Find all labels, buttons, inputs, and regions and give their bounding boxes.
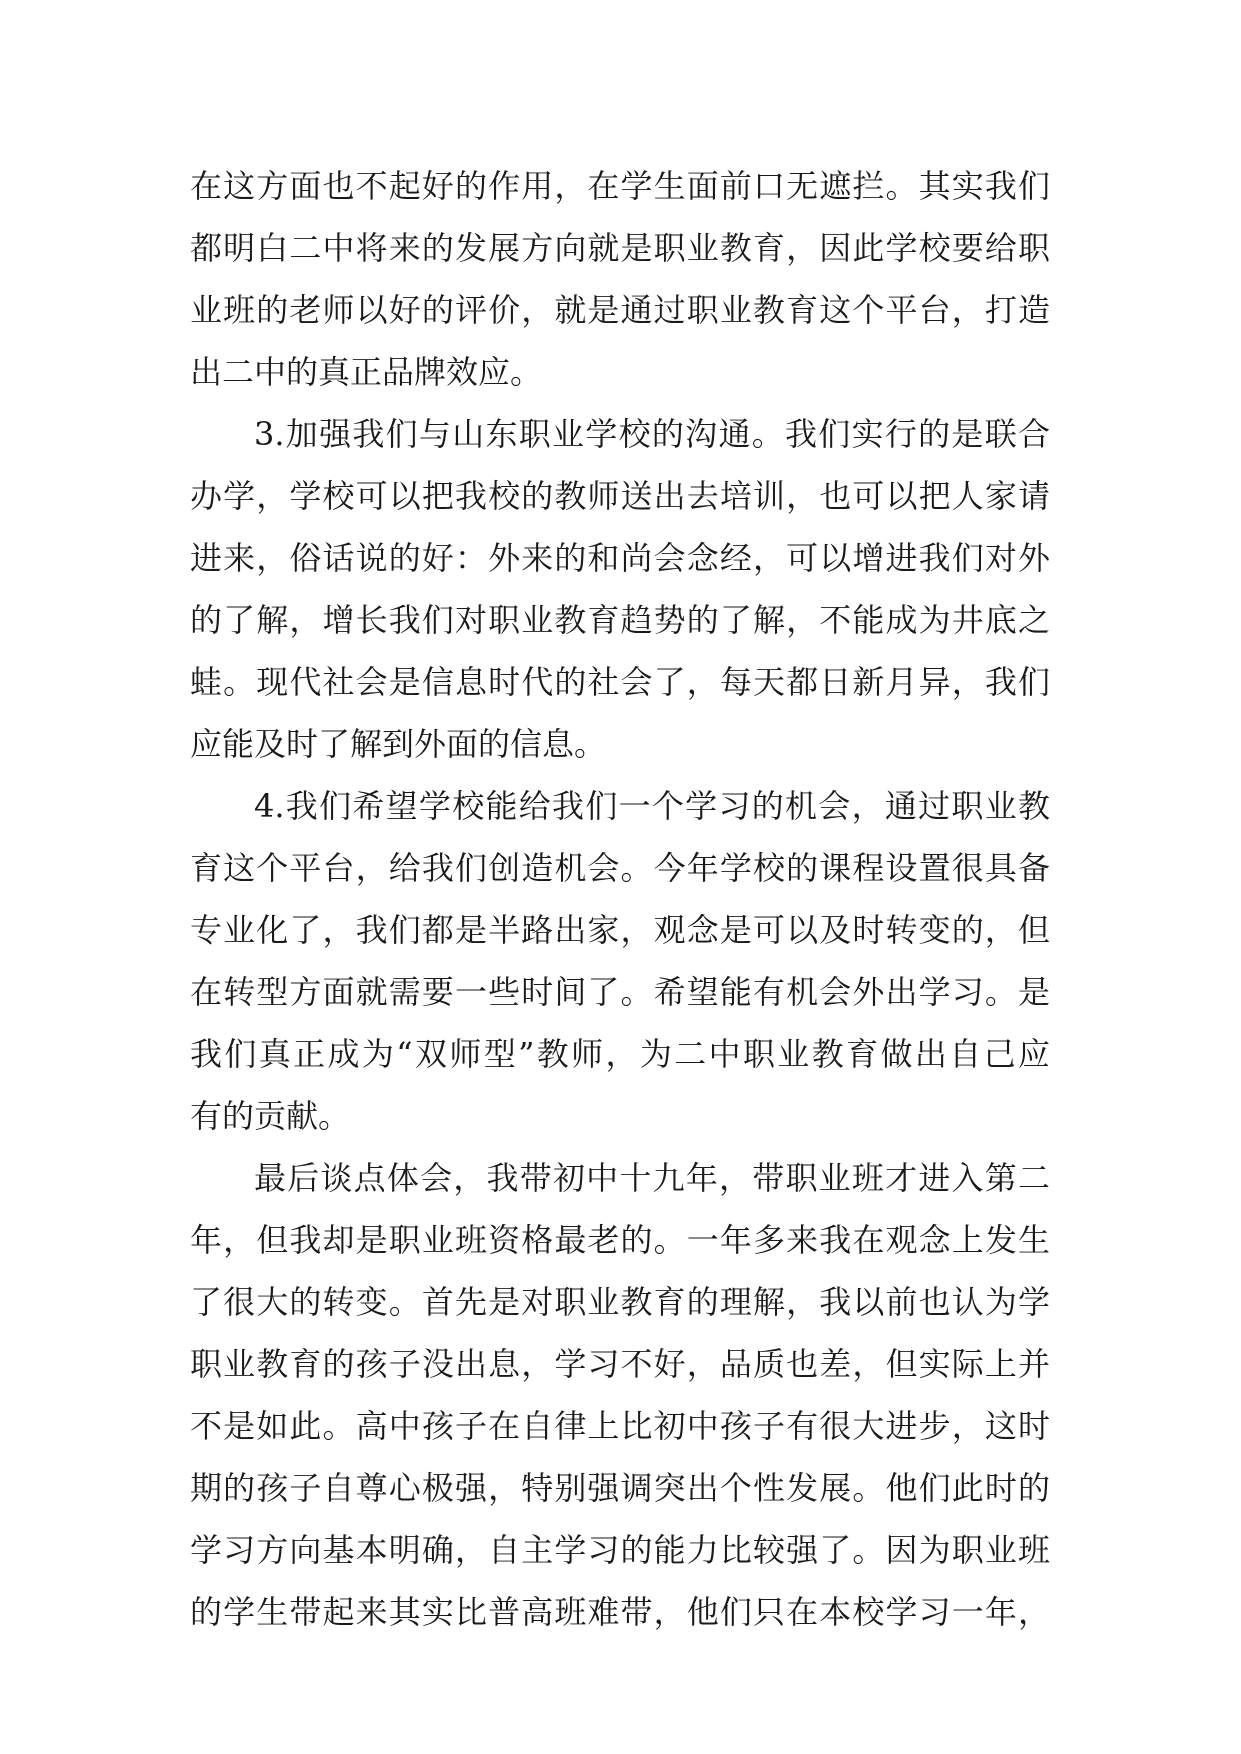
text-line: 业班的老师以好的评价，就是通过职业教育这个平台，打造 <box>190 291 1050 329</box>
text-line: 年，但我却是职业班资格最老的。一年多来我在观念上发生 <box>190 1221 1050 1259</box>
text-line: 出二中的真正品牌效应。 <box>190 353 543 391</box>
text-line: 进来，俗话说的好：外来的和尚会念经，可以增进我们对外 <box>190 539 1050 577</box>
paragraph <box>190 1147 1050 1643</box>
text-line: 了很大的转变。首先是对职业教育的理解，我以前也认为学 <box>190 1283 1050 1321</box>
text-line: 最后谈点体会，我带初中十九年，带职业班才进入第二 <box>254 1159 1050 1197</box>
text-line: 应能及时了解到外面的信息。 <box>190 725 607 763</box>
document-body <box>190 155 1050 1643</box>
text-line: 在这方面也不起好的作用，在学生面前口无遮拦。其实我们 <box>190 167 1050 205</box>
text-line: 办学，学校可以把我校的教师送出去培训，也可以把人家请 <box>190 477 1050 515</box>
text-line: 的了解，增长我们对职业教育趋势的了解，不能成为井底之 <box>190 601 1050 639</box>
text-line: 专业化了，我们都是半路出家，观念是可以及时转变的，但 <box>190 911 1050 949</box>
paragraph <box>190 775 1050 1147</box>
text-line: 期的孩子自尊心极强，特别强调突出个性发展。他们此时的 <box>190 1469 1050 1507</box>
paragraph <box>190 155 1050 403</box>
text-line: 蛙。现代社会是信息时代的社会了，每天都日新月异，我们 <box>190 663 1050 701</box>
text-line: 我们真正成为“双师型”教师，为二中职业教育做出自己应 <box>190 1035 1050 1073</box>
text-line: 在转型方面就需要一些时间了。希望能有机会外出学习。是 <box>190 973 1050 1011</box>
text-line: 4.我们希望学校能给我们一个学习的机会，通过职业教 <box>254 787 1050 825</box>
text-line: 3.加强我们与山东职业学校的沟通。我们实行的是联合 <box>254 415 1050 453</box>
text-line: 学习方向基本明确，自主学习的能力比较强了。因为职业班 <box>190 1531 1050 1569</box>
text-line: 的学生带起来其实比普高班难带，他们只在本校学习一年， <box>190 1593 1050 1631</box>
text-line: 有的贡献。 <box>190 1097 351 1135</box>
paragraph <box>190 403 1050 775</box>
text-line: 都明白二中将来的发展方向就是职业教育，因此学校要给职 <box>190 229 1050 267</box>
text-line: 职业教育的孩子没出息，学习不好，品质也差，但实际上并 <box>190 1345 1050 1383</box>
text-line: 不是如此。高中孩子在自律上比初中孩子有很大进步，这时 <box>190 1407 1050 1445</box>
text-line: 育这个平台，给我们创造机会。今年学校的课程设置很具备 <box>190 849 1050 887</box>
